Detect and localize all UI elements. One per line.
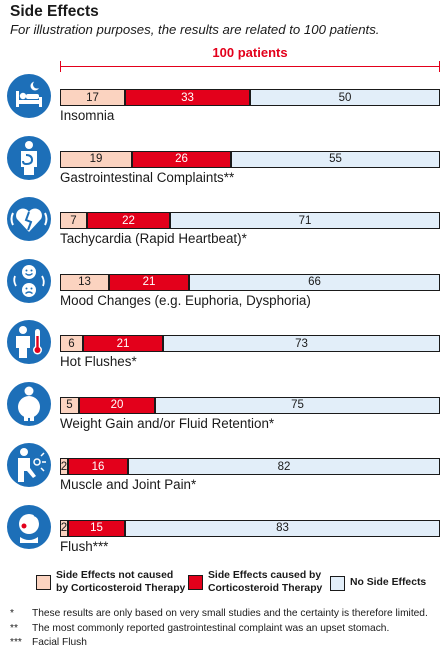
chart-row [0, 73, 447, 135]
segment-not-caused: 7 [60, 212, 87, 229]
category-label: Muscle and Joint Pain* [60, 477, 197, 492]
segment-no-side-effects: 71 [170, 212, 440, 229]
footnote [10, 636, 428, 651]
segment-not-caused: 6 [60, 335, 83, 352]
stacked-bar [60, 335, 440, 352]
stacked-bar [60, 458, 440, 475]
segment-no-side-effects: 73 [163, 335, 440, 352]
segment-no-side-effects: 50 [250, 89, 440, 106]
segment-not-caused: 2 [60, 458, 68, 475]
footnotes [10, 607, 428, 651]
segment-corticosteroid: 15 [68, 520, 125, 537]
stacked-bar [60, 89, 440, 106]
chart-row [0, 319, 447, 381]
chart-row [0, 381, 447, 443]
category-label: Mood Changes (e.g. Euphoria, Dysphoria) [60, 292, 311, 308]
weight-gain-icon [6, 381, 52, 427]
legend-swatch-none [330, 576, 345, 591]
segment-not-caused: 13 [60, 274, 109, 291]
gastrointestinal-icon [6, 135, 52, 181]
category-label: Tachycardia (Rapid Heartbeat)* [60, 231, 247, 246]
segment-not-caused: 19 [60, 151, 132, 168]
legend [0, 569, 447, 599]
legend-label-not-caused: Side Effects not caused by Corticosteroid Therapy [56, 570, 186, 594]
chart-row [0, 135, 447, 197]
segment-not-caused: 2 [60, 520, 68, 537]
footnote-mark: * [10, 608, 14, 619]
segment-corticosteroid: 21 [83, 335, 163, 352]
segment-corticosteroid: 20 [79, 397, 155, 414]
segment-corticosteroid: 16 [68, 458, 128, 475]
footnote [10, 622, 428, 637]
scale-label: 100 patients [212, 45, 288, 60]
segment-no-side-effects: 75 [155, 397, 440, 414]
scale-tick-left [60, 61, 61, 72]
chart-subtitle: For illustration purposes, the results are related to 100 patients. [10, 22, 380, 37]
hot-flush-icon [6, 319, 52, 365]
flush-icon [6, 504, 52, 550]
legend-item-none [330, 576, 426, 591]
chart-row [0, 196, 447, 258]
chart-row [0, 442, 447, 504]
stacked-bar [60, 520, 440, 537]
mood-icon [6, 258, 52, 304]
segment-no-side-effects: 83 [125, 520, 440, 537]
segment-no-side-effects: 55 [231, 151, 440, 168]
category-label: Flush*** [60, 538, 109, 554]
footnote-text: Facial Flush [32, 637, 87, 648]
legend-item-not-caused [36, 569, 185, 595]
scale-tick-right [439, 61, 440, 72]
category-label: Insomnia [60, 108, 115, 123]
footnote-text: The most commonly reported gastrointestinal complaint was an upset stomach. [32, 622, 390, 634]
category-label: Hot Flushes* [60, 354, 137, 369]
chart-title: Side Effects [10, 3, 99, 20]
segment-corticosteroid: 26 [132, 151, 231, 168]
heart-icon [6, 196, 52, 242]
footnote-mark: *** [10, 637, 22, 648]
segment-corticosteroid: 21 [109, 274, 189, 291]
joint-pain-icon [6, 442, 52, 488]
stacked-bar [60, 212, 440, 229]
legend-swatch-not-caused [36, 575, 51, 590]
insomnia-icon [6, 73, 52, 119]
legend-label-none: No Side Effects [350, 577, 427, 588]
segment-no-side-effects: 66 [189, 274, 440, 291]
category-label: Gastrointestinal Complaints** [60, 169, 235, 185]
segment-no-side-effects: 82 [128, 458, 440, 475]
legend-swatch-corticosteroid [188, 575, 203, 590]
legend-item-corticosteroid [188, 569, 322, 595]
footnote-mark: ** [10, 622, 18, 634]
stacked-bar [60, 397, 440, 414]
segment-corticosteroid: 33 [125, 89, 250, 106]
segment-not-caused: 17 [60, 89, 125, 106]
segment-corticosteroid: 22 [87, 212, 170, 229]
scale-line [60, 66, 440, 67]
segment-not-caused: 5 [60, 397, 79, 414]
category-label: Weight Gain and/or Fluid Retention* [60, 415, 275, 431]
stacked-bar [60, 151, 440, 168]
stacked-bar [60, 274, 440, 291]
footnote-text: These results are only based on very small studies and the certainty is therefore limited. [32, 608, 428, 619]
chart-row [0, 258, 447, 320]
footnote [10, 607, 428, 622]
chart-row [0, 504, 447, 566]
legend-label-corticosteroid: Side Effects caused by Corticosteroid Therapy [208, 570, 323, 594]
